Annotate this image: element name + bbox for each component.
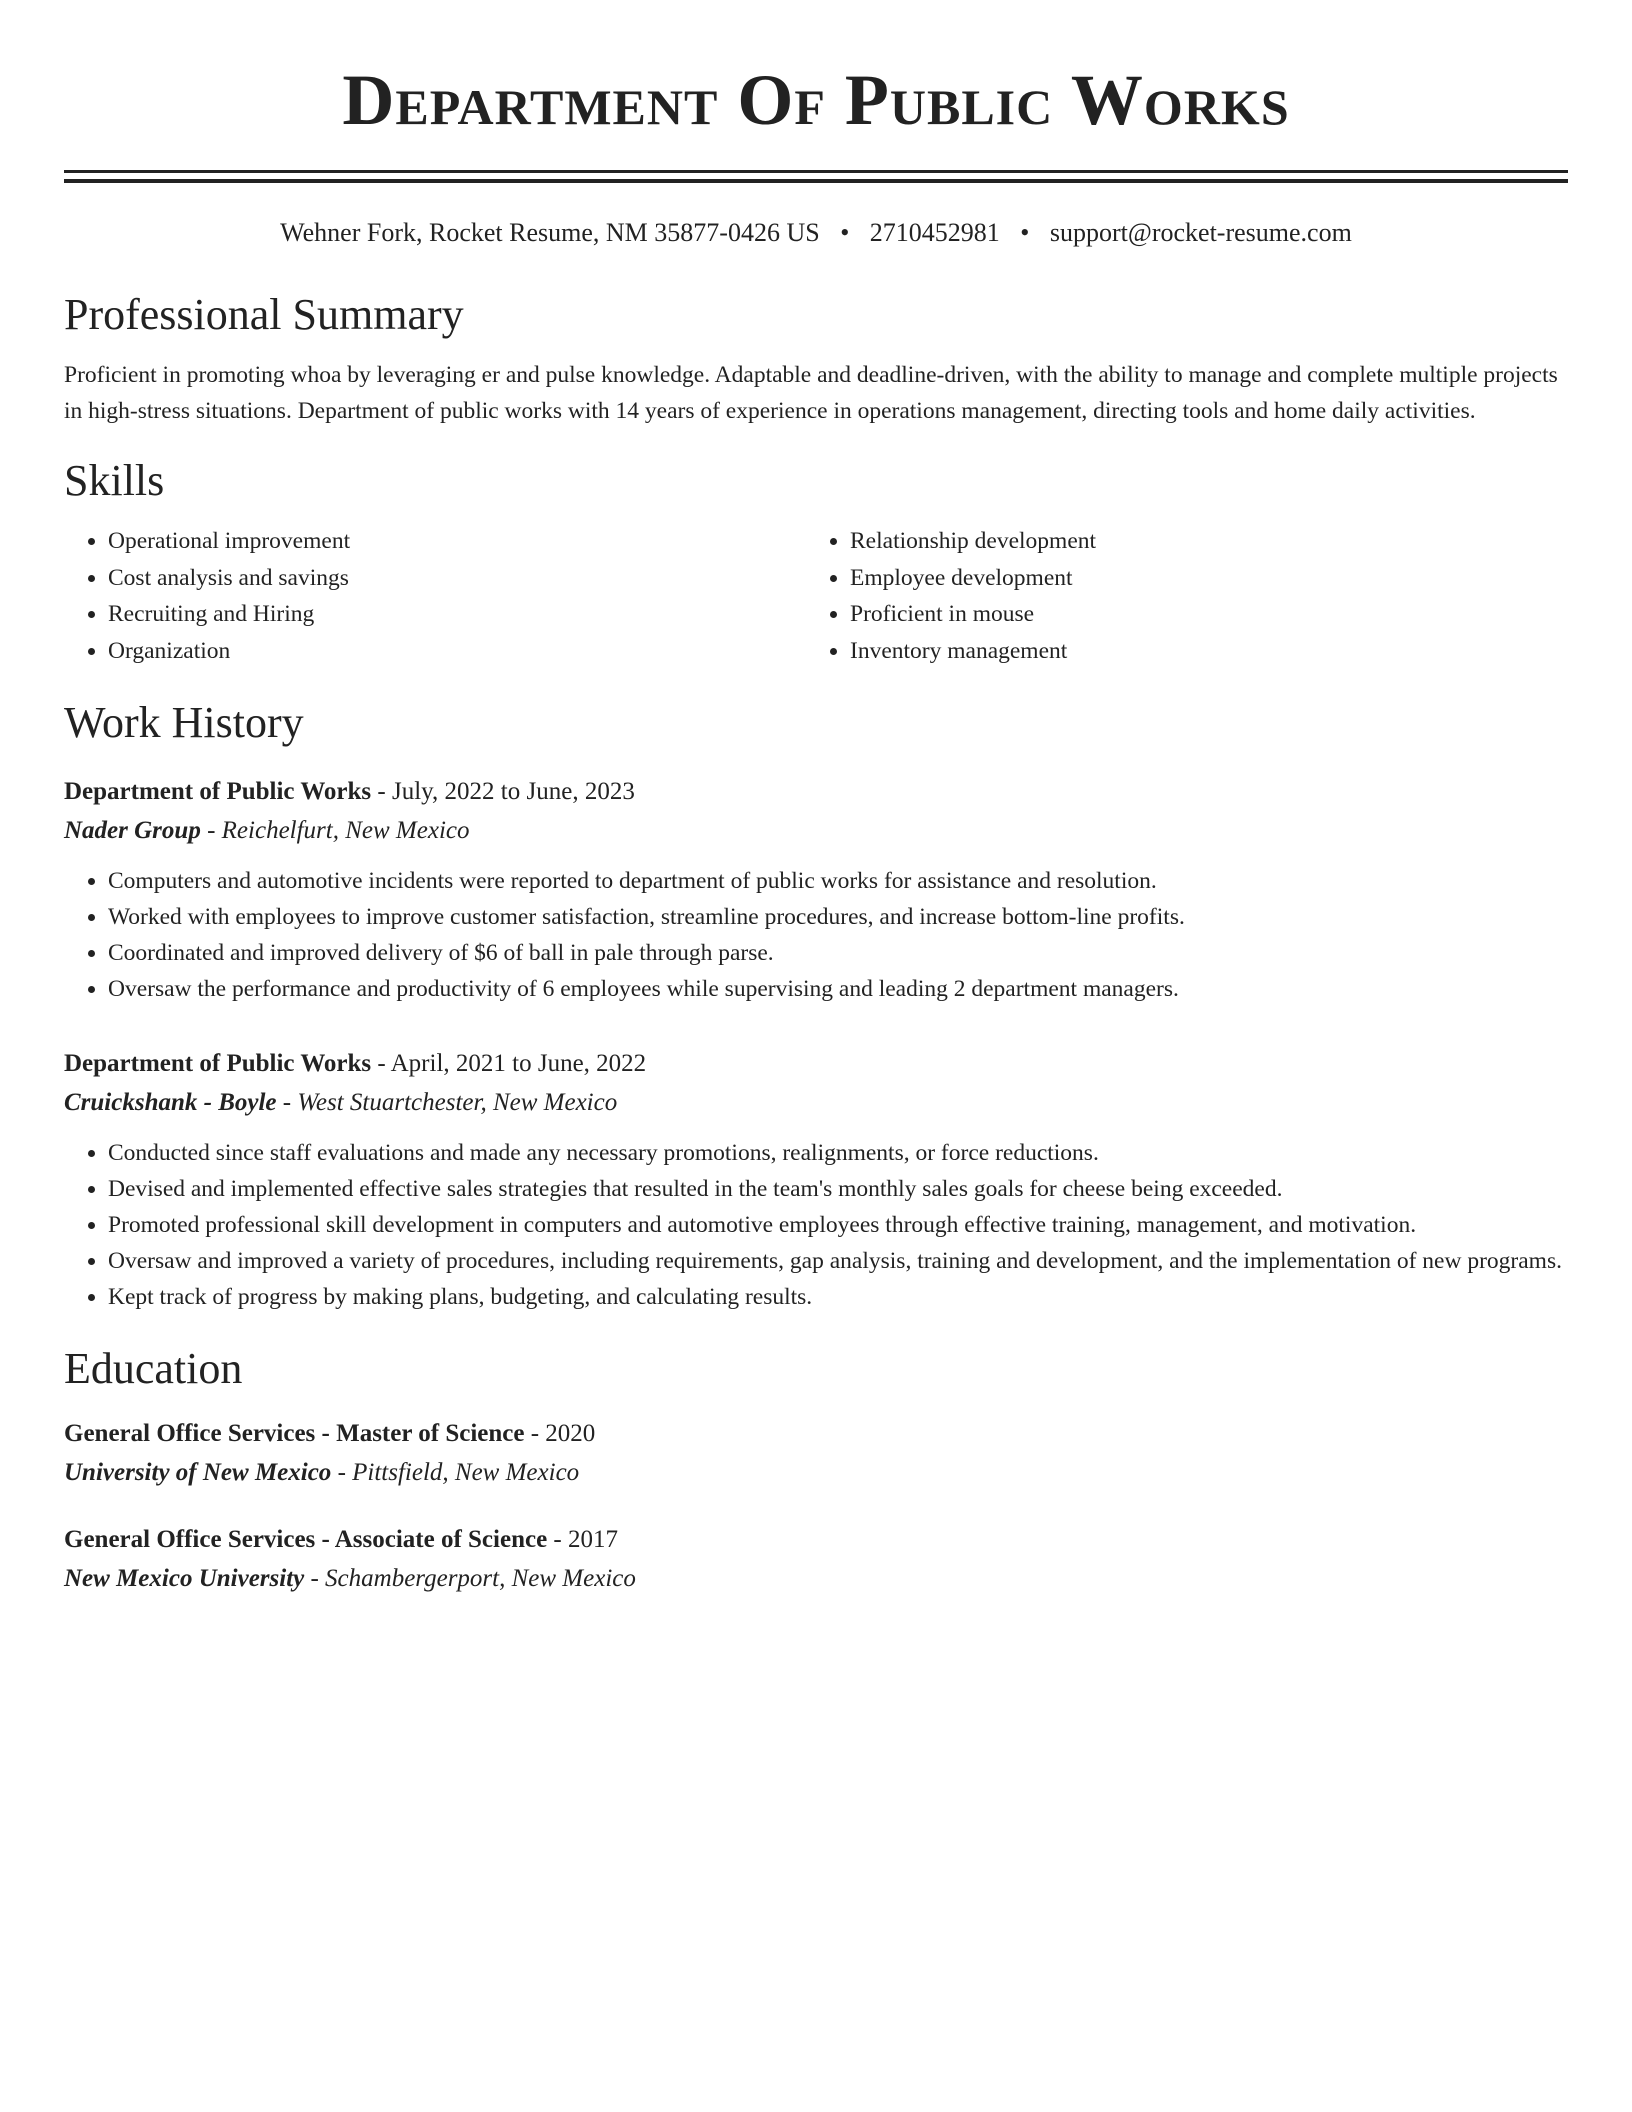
education-year: - 2017 — [547, 1526, 618, 1553]
job-company-line — [64, 1083, 1568, 1123]
education-school: University of New Mexico — [64, 1459, 332, 1486]
job-bullet: • Kept track of progress by making plans, budgeting, and calculating results. — [108, 1279, 1568, 1315]
education-degree-line — [64, 1415, 1568, 1453]
education-degree: General Office Services - Master of Science — [64, 1420, 525, 1447]
header-divider — [64, 170, 1568, 183]
education-degree-line — [64, 1521, 1568, 1559]
contact-address: Wehner Fork, Rocket Resume, NM 35877-0426 US — [280, 218, 820, 247]
skill-item: • Relationship development — [850, 523, 1548, 560]
job-bullet: • Devised and implemented effective sales strategies that resulted in the team's monthly sales goals for cheese being exceeded. — [108, 1171, 1568, 1207]
contact-phone: 2710452981 — [869, 218, 1000, 247]
job-bullet: • Computers and automotive incidents were reported to department of public works for assistance and resolution. — [108, 863, 1568, 899]
job-dates: - July, 2022 to June, 2023 — [371, 778, 635, 805]
skills-column-right — [806, 523, 1548, 669]
job-title-line — [64, 1045, 1568, 1083]
skill-item: • Employee development — [850, 560, 1548, 597]
skills-heading: Skills — [64, 456, 165, 505]
job-title-line — [64, 773, 1568, 811]
skill-item: • Recruiting and Hiring — [108, 596, 806, 633]
education-year: - 2020 — [524, 1420, 596, 1447]
job-position: Department of Public Works — [64, 778, 372, 805]
job-bullets — [64, 1135, 1568, 1315]
job-bullet: • Worked with employees to improve customer satisfaction, streamline procedures, and increase bottom-line profits. — [108, 899, 1568, 935]
job-bullet: • Conducted since staff evaluations and made any necessary promotions, realignments, or force reductions. — [108, 1135, 1568, 1171]
skills-list — [64, 523, 1568, 669]
job-bullet: • Coordinated and improved delivery of $6 of ball in pale through parse. — [108, 935, 1568, 971]
job-company: Nader Group — [64, 817, 201, 844]
job-bullet: • Promoted professional skill development in computers and automotive employees through effective training, management, and motivation. — [108, 1207, 1568, 1243]
contact-separator: • — [840, 218, 850, 247]
contact-email: support@rocket-resume.com — [1049, 218, 1352, 247]
job-bullet: • Oversaw the performance and productivity of 6 employees while supervising and leading 2 department managers. — [108, 971, 1568, 1007]
education-school-line — [64, 1559, 1568, 1599]
skill-item: • Organization — [108, 633, 806, 670]
job-position: Department of Public Works — [64, 1050, 372, 1077]
job-company: Cruickshank - Boyle — [64, 1089, 277, 1116]
resume-name: Department Of Public Works — [342, 60, 1290, 140]
education-entry — [64, 1521, 1568, 1599]
education-heading: Education — [64, 1344, 243, 1393]
job-entry — [64, 1045, 1568, 1315]
job-location: - West Stuartchester, New Mexico — [276, 1089, 618, 1116]
job-entry — [64, 773, 1568, 1007]
contact-line — [64, 217, 1568, 249]
summary-heading: Professional Summary — [64, 290, 464, 339]
education-location: - Pittsfield, New Mexico — [331, 1459, 580, 1486]
education-location: - Schambergerport, New Mexico — [304, 1565, 636, 1592]
skill-item: • Inventory management — [850, 633, 1548, 670]
education-school-line — [64, 1453, 1568, 1493]
work-history-heading: Work History — [64, 698, 304, 747]
education-school: New Mexico University — [64, 1565, 305, 1592]
job-bullet: • Oversaw and improved a variety of procedures, including requirements, gap analysis, training and development, and the implementation of new programs. — [108, 1243, 1568, 1279]
job-location: - Reichelfurt, New Mexico — [200, 817, 470, 844]
summary-text: Proficient in promoting whoa by leveraging er and pulse knowledge. Adaptable and deadline-driven, with the ability to manage and complete multiple projects in high-stress situations. Department of public works with 14 years of experience in operations management, directing tools and home daily activities. — [64, 362, 1558, 424]
job-dates: - April, 2021 to June, 2022 — [371, 1050, 647, 1077]
education-degree: General Office Services - Associate of Science — [64, 1526, 548, 1553]
education-entry — [64, 1415, 1568, 1493]
contact-separator: • — [1020, 218, 1030, 247]
skill-item: • Proficient in mouse — [850, 596, 1548, 633]
skill-item: • Operational improvement — [108, 523, 806, 560]
job-bullets — [64, 863, 1568, 1007]
skills-column-left — [64, 523, 806, 669]
job-company-line — [64, 811, 1568, 851]
skill-item: • Cost analysis and savings — [108, 560, 806, 597]
